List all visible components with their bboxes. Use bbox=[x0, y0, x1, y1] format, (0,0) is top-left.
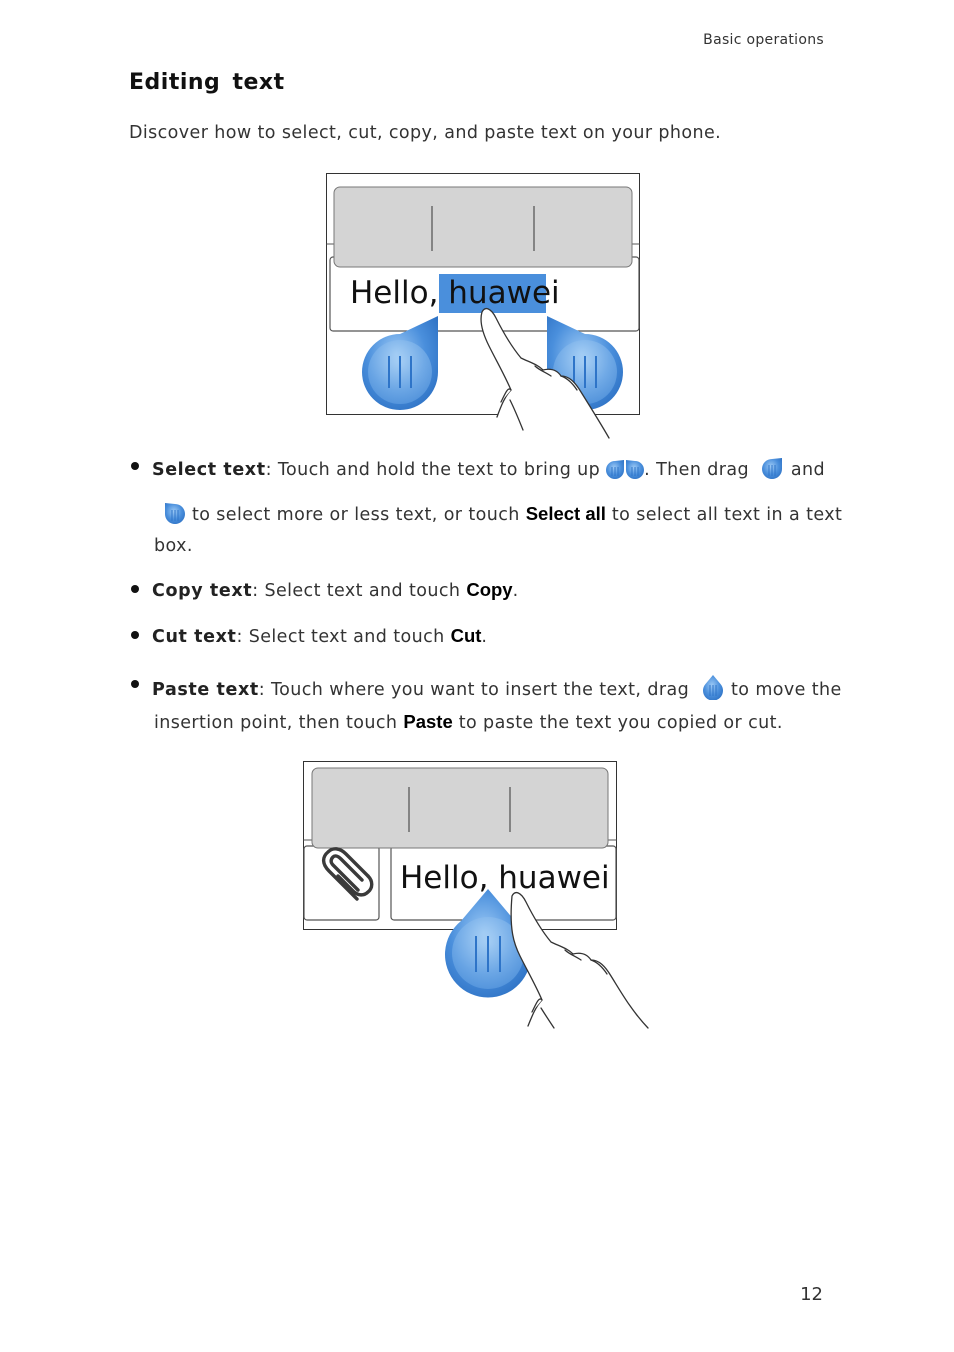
left-handle-icon bbox=[761, 456, 785, 485]
ui-cut: Cut bbox=[450, 625, 482, 646]
ui-copy: Copy bbox=[466, 579, 513, 600]
ui-select-all: Select all bbox=[525, 503, 606, 524]
bullet-select-line2 bbox=[162, 501, 842, 530]
term-select-text: Select text bbox=[152, 460, 266, 480]
text: : Touch and hold the text to bring up bbox=[265, 460, 607, 480]
figure-paste-text bbox=[302, 760, 662, 1032]
bullet-copy bbox=[152, 579, 519, 601]
bullet-dot bbox=[131, 680, 139, 688]
text: . bbox=[512, 581, 519, 601]
ui-paste: Paste bbox=[403, 711, 453, 732]
text: to select more or less text, or touch bbox=[186, 505, 526, 525]
term-paste-text: Paste text bbox=[152, 680, 259, 700]
text-unselected: Hello, bbox=[350, 275, 449, 311]
bullet-paste-line2 bbox=[154, 711, 783, 733]
bullet-dot bbox=[131, 462, 139, 470]
term-copy-text: Copy text bbox=[152, 581, 253, 601]
text: . bbox=[481, 627, 488, 647]
text: insertion point, then touch bbox=[154, 713, 404, 733]
bullet-select-line3: box. bbox=[154, 536, 193, 556]
text: : Select text and touch bbox=[236, 627, 451, 647]
figure-select-text bbox=[325, 172, 655, 442]
text: . Then drag bbox=[644, 460, 755, 480]
bullet-dot bbox=[131, 631, 139, 639]
bullet-cut bbox=[152, 625, 487, 647]
section-title: Editing text bbox=[129, 70, 285, 95]
page-number: 12 bbox=[800, 1284, 823, 1305]
running-header: Basic operations bbox=[703, 32, 824, 48]
insertion-handle-icon bbox=[701, 674, 725, 705]
editable-text-line[interactable] bbox=[350, 273, 560, 313]
text: : Touch where you want to insert the text, drag bbox=[258, 680, 696, 700]
text: to select all text in a text bbox=[605, 505, 843, 525]
bullet-dot bbox=[131, 585, 139, 593]
text: to paste the text you copied or cut. bbox=[452, 713, 783, 733]
text: and bbox=[784, 460, 826, 480]
editable-text-line[interactable]: Hello, huawei bbox=[400, 860, 610, 896]
right-handle-icon bbox=[162, 501, 186, 530]
text: : Select text and touch bbox=[252, 581, 467, 601]
intro-paragraph: Discover how to select, cut, copy, and paste text on your phone. bbox=[129, 123, 722, 143]
term-cut-text: Cut text bbox=[152, 627, 237, 647]
selection-handles-icon bbox=[606, 458, 644, 485]
text: to move the bbox=[725, 680, 842, 700]
text-selected: huawei bbox=[448, 275, 560, 311]
bullet-paste-line1 bbox=[152, 674, 842, 705]
bullet-select-line1 bbox=[152, 456, 825, 485]
